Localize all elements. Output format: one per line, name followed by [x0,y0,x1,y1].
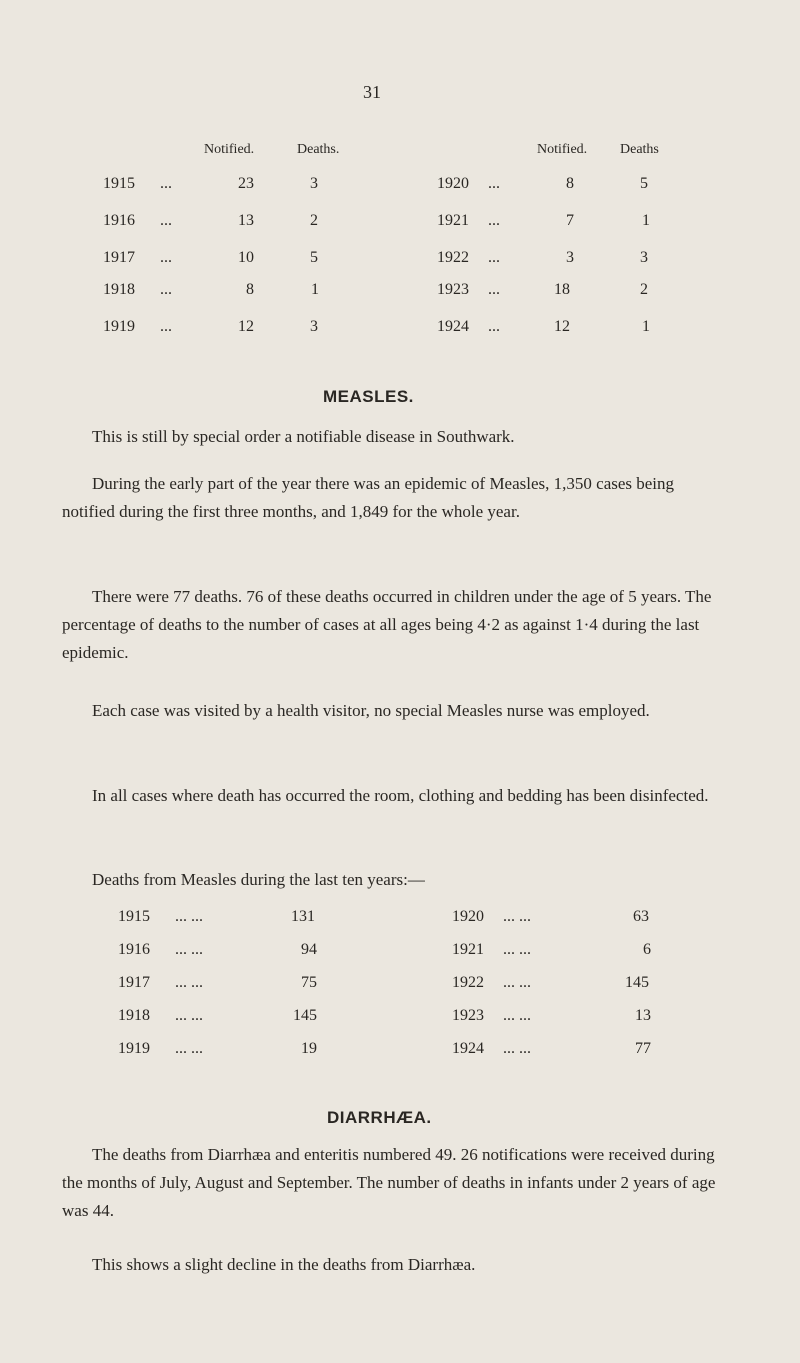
row-year: 1915 [118,908,150,925]
diarrhoea-paragraph: This shows a slight decline in the deaths from Diarrhæa. [92,1255,476,1274]
header-left-notified: Notified. [204,142,255,157]
row-notified: 12 [554,318,570,335]
row-dots: ... [160,318,172,335]
row-dots: ... ... [503,974,531,991]
row-value: 145 [625,974,649,991]
row-value: 13 [635,1007,651,1024]
row-value: 19 [301,1040,317,1057]
row-year: 1917 [118,974,150,991]
row-dots: ... [488,175,500,192]
measles-paragraph: Each case was visited by a health visitor, no special Measles nurse was employed. [92,701,650,720]
row-dots: ... ... [175,941,203,958]
row-value: 77 [635,1040,651,1057]
row-dots: ... ... [175,1040,203,1057]
row-year: 1919 [103,318,135,335]
row-notified: 18 [554,281,570,298]
row-dots: ... [160,175,172,192]
row-dots: ... ... [503,941,531,958]
measles-heading: MEASLES. [323,387,414,406]
row-year: 1918 [103,281,135,298]
row-value: 75 [301,974,317,991]
row-deaths: 2 [310,212,318,229]
row-dots: ... [160,281,172,298]
row-deaths: 2 [640,281,648,298]
row-notified: 8 [246,281,254,298]
row-year: 1920 [437,175,469,192]
deaths-intro: Deaths from Measles during the last ten years:— [92,870,425,889]
row-year: 1921 [452,941,484,958]
row-notified: 23 [238,175,254,192]
row-dots: ... [488,212,500,229]
row-value: 131 [291,908,315,925]
row-year: 1923 [452,1007,484,1024]
row-year: 1918 [118,1007,150,1024]
row-notified: 7 [566,212,574,229]
row-year: 1924 [452,1040,484,1057]
measles-paragraph: During the early part of the year there was an epidemic of Measles, 1,350 cases being notified during the first three months, and 1,849 for the whole year. [62,474,675,521]
row-value: 63 [633,908,649,925]
row-dots: ... [488,318,500,335]
row-deaths: 1 [642,212,650,229]
header-right-deaths: Deaths [620,142,659,157]
row-value: 145 [293,1007,317,1024]
row-dots: ... ... [175,1007,203,1024]
row-year: 1922 [437,249,469,266]
row-year: 1920 [452,908,484,925]
row-year: 1921 [437,212,469,229]
row-value: 94 [301,941,317,958]
row-dots: ... [160,212,172,229]
row-deaths: 3 [310,175,318,192]
header-right-notified: Notified. [537,142,588,157]
measles-paragraph: This is still by special order a notifiable disease in Southwark. [92,427,515,446]
row-year: 1923 [437,281,469,298]
row-year: 1919 [118,1040,150,1057]
row-year: 1915 [103,175,135,192]
row-dots: ... [488,249,500,266]
row-year: 1924 [437,318,469,335]
row-year: 1916 [103,212,135,229]
measles-paragraph: In all cases where death has occurred the room, clothing and bedding has been disinfected. [92,786,709,805]
row-deaths: 1 [311,281,319,298]
row-dots: ... ... [175,908,203,925]
row-notified: 3 [566,249,574,266]
row-dots: ... [488,281,500,298]
measles-paragraph: There were 77 deaths. 76 of these deaths occurred in children under the age of 5 years. The percentage of deaths to the number of cases at all ages being 4·2 as against 1·4 during the last epidemic. [62,587,712,662]
diarrhoea-heading: DIARRHÆA. [327,1108,432,1127]
row-dots: ... ... [503,1040,531,1057]
row-deaths: 5 [640,175,648,192]
row-notified: 12 [238,318,254,335]
row-dots: ... ... [175,974,203,991]
row-dots: ... [160,249,172,266]
row-dots: ... ... [503,908,531,925]
row-deaths: 3 [640,249,648,266]
header-left-deaths: Deaths. [297,142,340,157]
row-deaths: 1 [642,318,650,335]
page-number: 31 [363,82,381,102]
row-dots: ... ... [503,1007,531,1024]
row-notified: 8 [566,175,574,192]
row-notified: 13 [238,212,254,229]
row-year: 1917 [103,249,135,266]
row-value: 6 [643,941,651,958]
row-deaths: 3 [310,318,318,335]
row-deaths: 5 [310,249,318,266]
diarrhoea-paragraph: The deaths from Diarrhæa and enteritis numbered 49. 26 notifications were received during the months of July, August and September. The number of deaths in infants under 2 years of age was 44. [62,1145,716,1220]
row-year: 1922 [452,974,484,991]
row-notified: 10 [238,249,254,266]
row-year: 1916 [118,941,150,958]
